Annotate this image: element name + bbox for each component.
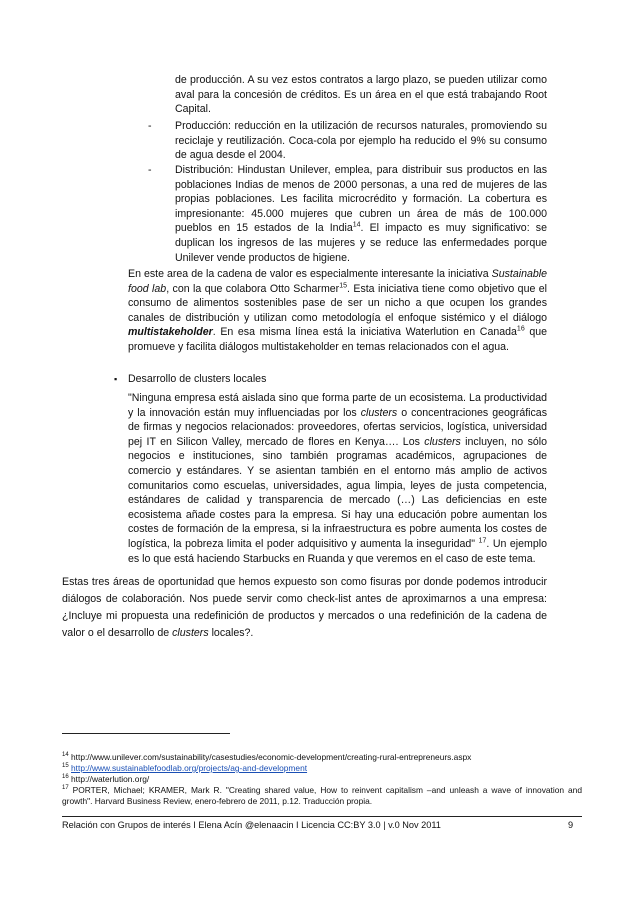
list-item-production: Producción: reducción en la utilización de recursos naturales, promoviendo su reciclaje y reutilización. Coca-cola por ejemplo ha reducido el 9% su consumo de agua desde el 2004. (175, 120, 547, 162)
dash-marker: - (148, 120, 152, 132)
bullet-title: Desarrollo de clusters locales (128, 373, 267, 385)
footer-rule (62, 816, 582, 817)
footnote-ref: 14 (352, 221, 361, 229)
footnote-ref: 15 (339, 282, 348, 290)
footnote-separator (62, 733, 230, 734)
footnote-15: $^{15}$ http://www.sustainablefoodlab.org/projects/ag-and-development (62, 763, 308, 773)
dash-marker: - (148, 164, 152, 176)
closing-paragraph: Estas tres áreas de oportunidad que hemos expuesto son como fisuras por donde podemos introducir diálogos de colaboración. Nos puede servir como check-list antes de aproximarnos a una empresa: ¿Incluye mi propuesta una redefinición de productos y mercados o una redefinición de la cadena de valor o el desarrollo de clusters locales?. (62, 576, 547, 639)
footnote-14: $^{14}$ http://www.unilever.com/sustainability/casestudies/economic-development/creating-rural-entrepreneurs.aspx (62, 752, 472, 762)
footnote-ref: 16 (516, 325, 525, 333)
continuation-paragraph: de producción. A su vez estos contratos a largo plazo, se pueden utilizar como aval para la concesión de créditos. Es un área en el que está trabajando Root Capital. (175, 74, 547, 116)
quote-paragraph: "Ninguna empresa está aislada sino que forma parte de un ecosistema. La productividad y la innovación están muy influenciadas por los clusters o concentraciones geográficas de firmas y negocios relacionados: proveedores, ofertas servicios, logística, universidad pej IT en Silicon Valley, mercado de flores en Kenya…. Los clusters incluyen, no sólo negocios e instituciones, sino también programas académicos, agrupaciones de comercio y estándares. Y se asientan también en el entorno más amplio de activos comunitarios como escuelas, universidades, agua limpia, leyes de justa competencia, estándares de calidad y transparencia de mercado (…) Las deficiencias en este ecosistema añade costes para la empresa. Si hay una educación pobre aumentan los costes de formación de la empresa, si la infraestructura es pobre aumenta los costes de logística, la pobreza limita el poder adquisitivo y aumenta la inseguridad" $^{17}$. Un ejemplo es lo que está haciendo Starbucks en Ruanda y que veremos en el caso de este tema. (128, 392, 547, 565)
footer-text: Relación con Grupos de interés I Elena Acín @elenaacin I Licencia CC:BY 3.0 | v.0 Nov 2011 (62, 820, 441, 830)
list-item-distribution: Distribución: Hindustan Unilever, emplea, para distribuir sus productos en las poblaciones Indias de menos de 2000 personas, a una red de mujeres de las propias poblaciones. Les facilita microcrédito y formación. La cobertura es impresionante: 45.000 mujeres que cubren un área de más de 100.000 pueblos en 15 estados de la India$^{14}$. El impacto es muy significativo: se duplican los ingresos de las mujeres y se reduce las enfermedades porque Unilever vende productos de higiene. (175, 164, 547, 264)
footnote-17: $^{17}$ PORTER, Michael; KRAMER, Mark R. "Creating shared value, How to reinvent capitalism –and unleash a wave of innovation and growth". Harvard Business Review, enero-febrero de 2011, p.12. Traducción propia. (62, 785, 582, 806)
footnote-15-link[interactable]: http://www.sustainablefoodlab.org/projects/ag-and-development (71, 763, 308, 773)
footnote-ref: 17 (478, 537, 487, 545)
footnote-16: $^{16}$ http://waterlution.org/ (62, 774, 150, 784)
page-number: 9 (568, 820, 574, 830)
bullet-square-icon: ▪ (114, 374, 118, 384)
paragraph-sustainable-food-lab: En este area de la cadena de valor es especialmente interesante la iniciativa Sustainable food lab, con la que colabora Otto Scharmer$^{15}$. Esta iniciativa tiene como objetivo que el consumo de alimentos sostenibles pase de ser un nicho a que ocupen los grandes canales de distribución y utilizan como metodología el enfoque sistémico y el diálogo multistakeholder. En esa misma línea está la iniciativa Waterlution en Canada$^{16}$ que promueve y facilita diálogos multistakeholder en temas relacionados con el agua. (128, 268, 548, 353)
